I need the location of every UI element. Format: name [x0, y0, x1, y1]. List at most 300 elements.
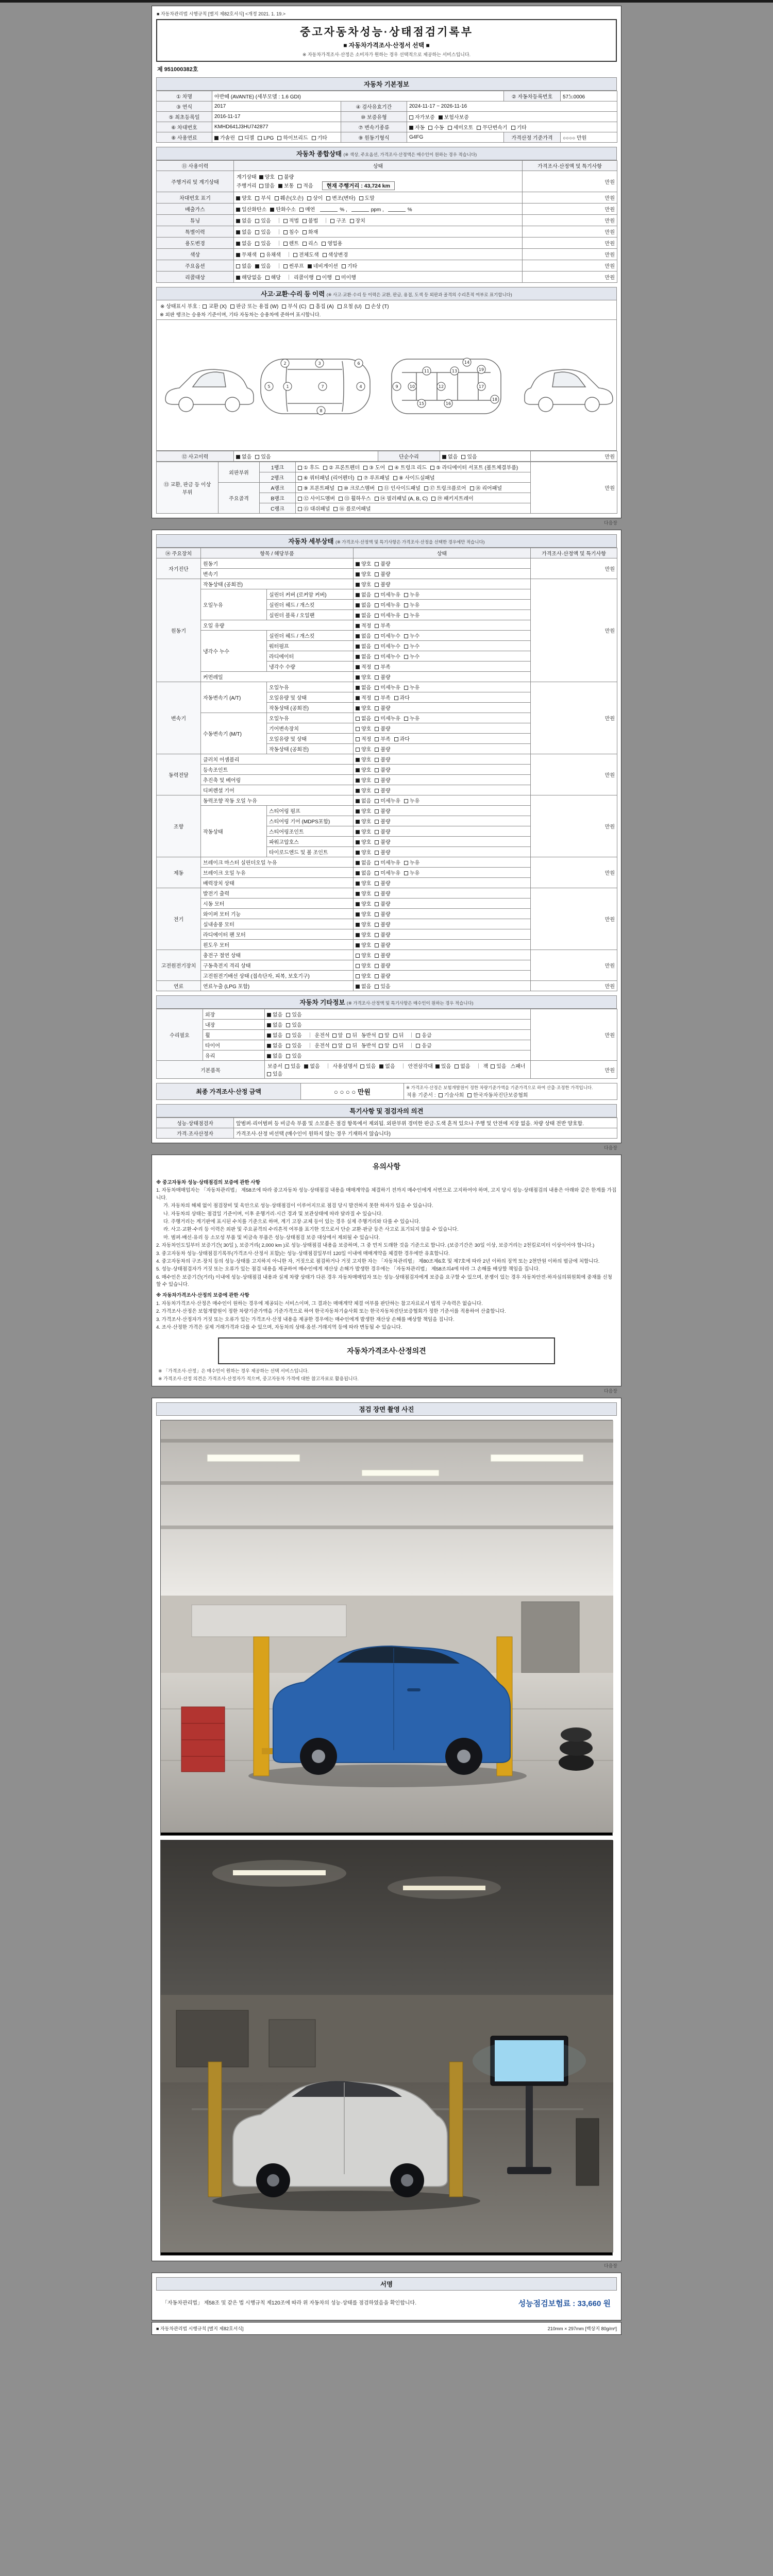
state-cell: [354, 960, 531, 971]
checkbox-option: 리스: [303, 239, 318, 247]
checkbox-icon: [375, 645, 379, 649]
checkbox-option: 누수: [404, 652, 419, 660]
checkbox-option: 자가보증: [409, 113, 435, 121]
checkbox-option: 불량: [375, 580, 390, 588]
checkbox-option: 불량: [375, 570, 390, 578]
checkbox-option: 미세누유: [375, 869, 400, 876]
checkbox-option: ⑭ 필러패널 (A, B, C): [375, 494, 428, 502]
checkbox-icon: [356, 614, 360, 618]
checkbox-icon: [330, 219, 334, 223]
field-value: 2024-11-17 ~ 2026-11-16: [407, 101, 617, 112]
checkbox-icon: [283, 219, 288, 223]
item-cell: B랭크: [260, 493, 296, 503]
table-row: [157, 91, 617, 101]
checkbox-icon: [286, 1023, 290, 1027]
table-row: [157, 1061, 617, 1079]
checkbox-option: 양호: [356, 941, 371, 948]
price-cell: 만원: [531, 462, 617, 514]
column-header: 상태: [234, 161, 523, 171]
checkbox-icon: [356, 655, 360, 659]
field-value: G4FG: [407, 132, 504, 143]
item-cell: 원동기: [157, 579, 201, 682]
checkbox-icon: [375, 985, 379, 989]
item-cell: 조향: [157, 795, 201, 857]
checkbox-option: 이행: [316, 273, 332, 281]
checkbox-icon: [375, 974, 379, 978]
checkbox-icon: [358, 476, 362, 480]
checkbox-option: 있음: [286, 1041, 301, 1049]
checkbox-icon: [375, 943, 379, 947]
checkbox-icon: [375, 871, 379, 875]
checkbox-option: 양호: [356, 930, 371, 938]
checkbox-icon: [375, 727, 379, 731]
field-label: ⑦ 변속기종류: [341, 122, 407, 132]
checkbox-option: 무단변속기: [477, 123, 507, 131]
checkbox-icon: [356, 799, 360, 803]
checkbox-option: 양호: [356, 848, 371, 856]
table-row: [157, 451, 617, 462]
inspector-role: 가격·조사산정자: [157, 1128, 234, 1139]
price-cell: 만원: [531, 1061, 617, 1079]
checkbox-icon: [293, 253, 297, 257]
checkbox-icon: [267, 1013, 271, 1017]
item-cell: 시동 모터: [201, 899, 354, 909]
checkbox-icon: [356, 840, 360, 844]
item-cell: 타이어: [203, 1040, 265, 1050]
checkbox-icon: [267, 1044, 271, 1048]
price-cell: 만원: [531, 950, 617, 981]
checkbox-icon: [303, 230, 307, 234]
checkbox-icon: [378, 486, 382, 490]
checkbox-option: 없음: [356, 982, 371, 990]
column-header: ⑪ 사용이력: [157, 161, 234, 171]
checkbox-icon: [278, 175, 282, 179]
checkbox-icon: [375, 706, 379, 710]
item-cell: 충전구 절연 상태: [201, 950, 354, 960]
state-cell: [265, 1061, 531, 1079]
checkbox-icon: [375, 675, 379, 680]
state-cell: [296, 483, 531, 493]
column-header: 상태: [354, 548, 531, 558]
checkbox-option: 있음: [491, 1062, 506, 1070]
checkbox-icon: [323, 466, 327, 470]
checkbox-icon: [356, 696, 360, 700]
state-cell: [354, 919, 531, 929]
checkbox-option: 앞: [379, 1041, 390, 1049]
checkbox-icon: [356, 603, 360, 607]
item-cell: 워터펌프: [267, 641, 354, 651]
checkbox-option: 부족: [375, 663, 390, 670]
inline-label: 보증서: [267, 1064, 282, 1070]
document-page: [152, 6, 621, 2335]
checkbox-option: 양호: [356, 972, 371, 979]
checkbox-option: 없음: [356, 796, 371, 804]
checkbox-icon: [332, 1033, 337, 1038]
item-cell: 전기: [157, 888, 201, 950]
accident-parts-table: [156, 462, 617, 514]
inline-label: % ,: [340, 207, 347, 213]
checkbox-option: 있음: [375, 982, 390, 990]
checkbox-icon: [286, 1013, 290, 1017]
svg-text:7: 7: [321, 384, 324, 389]
checkbox-option: 일산화탄소: [236, 205, 266, 213]
state-cell: [296, 493, 531, 503]
photo-section: [152, 1398, 621, 2261]
divider: [403, 1063, 404, 1069]
checkbox-option: 누유: [404, 869, 419, 876]
inline-label: ※ 상태표시 부호 :: [160, 304, 200, 310]
inline-label: 계기상태: [237, 175, 257, 180]
price-opinion-box: 자동차가격조사·산정의견: [218, 1337, 555, 1364]
basic-info-table: [156, 91, 617, 143]
car-diagram-svg: [159, 322, 619, 446]
checkbox-option: 있음: [360, 1062, 376, 1070]
item-cell: 브레이크 마스터 실린더오일 누유: [201, 857, 354, 868]
checkbox-icon: [356, 706, 360, 710]
checkbox-option: 도말: [359, 194, 375, 201]
checkbox-option: 뒤: [393, 1041, 404, 1049]
inspector-comment: 가격조사·산정 비선택 (매수인이 원하지 않는 경우 기재하지 않습니다): [234, 1128, 617, 1139]
state-cell: [354, 940, 531, 950]
checkbox-icon: [393, 1033, 397, 1038]
checkbox-option: 없음: [356, 642, 371, 650]
checkbox-option: 부식 (C): [282, 302, 306, 310]
signature-section: [152, 2273, 621, 2320]
item-cell: 디퍼렌셜 기어: [201, 785, 354, 795]
item-cell: 동력조향 작동 오일 누유: [201, 795, 354, 806]
item-cell: 등속조인트: [201, 765, 354, 775]
notice-line: 1. 자동차매매업자는 「자동차관리법」 제58조에 따라 중고자동차 성능·상태점검 내용을 매매계약을 체결하기 전까지 매수인에게 서면으로 고지하여야 하며, 고지 당시 성능·상태점검의 내용은 아래와 같은 한계를 가집니다.: [156, 1188, 617, 1201]
column-header: 가격조사·산정액 및 특기사항: [531, 548, 617, 558]
checkbox-icon: [258, 136, 262, 140]
state-cell: [354, 868, 531, 878]
checkbox-option: 양호: [356, 889, 371, 897]
final-price-standards: [406, 1091, 615, 1098]
checkbox-icon: [356, 851, 360, 855]
checkbox-icon: [375, 809, 379, 814]
checkbox-option: ⑩ 크로스멤버: [338, 484, 375, 492]
checkbox-icon: [282, 304, 286, 309]
item-cell: 기본품목: [157, 1061, 265, 1079]
car-body-diagram: [156, 320, 617, 451]
checkbox-option: 없음: [442, 452, 458, 460]
checkbox-option: 네비게이션: [308, 262, 338, 269]
checkbox-option: 불량: [375, 786, 390, 794]
notice-line: 다. 주행거리는 계기판에 표시된 수치를 기준으로 하며, 계기 고장·교체 등이 있는 경우 실제 주행거리와 다를 수 있습니다.: [163, 1218, 421, 1225]
checkbox-option: 양호: [356, 807, 371, 815]
item-cell: 원동기: [201, 558, 354, 569]
checkbox-icon: [203, 304, 207, 309]
checkbox-icon: [379, 1044, 383, 1048]
svg-text:11: 11: [424, 369, 430, 374]
checkbox-icon: [299, 208, 304, 212]
checkbox-icon: [431, 497, 435, 501]
state-cell: [296, 503, 531, 514]
checkbox-option: 적정: [356, 621, 371, 629]
next-page-marker: 다음장: [603, 520, 617, 526]
checkbox-option: 렌트: [283, 239, 299, 247]
checkbox-icon: [356, 686, 360, 690]
checkbox-icon: [356, 943, 360, 947]
footer-paper-spec: 210mm × 297mm [백상지 80g/m²]: [547, 2326, 617, 2332]
checkbox-icon: [404, 645, 408, 649]
next-page-marker: 다음장: [603, 1145, 617, 1150]
row-label: 차대번호 표기: [157, 192, 234, 204]
section-accident-title: 사고·교환·수리 등 이력 (※ 사고·교환·수리 등 이력은 교환, 판금, 용접, 도색 등 외판과 골격의 수리흔적 여부로 표기합니다): [156, 287, 617, 300]
row-label: 용도변경: [157, 238, 234, 249]
state-cell: [234, 260, 523, 272]
item-cell: 라디에이터: [267, 651, 354, 662]
checkbox-option: 없음: [267, 1031, 282, 1039]
checkbox-option: 교환 (X): [203, 302, 226, 310]
section-etc-title: 자동차 기타정보 (※ 가격조사·산정액 및 특기사항은 매수인이 원하는 경우 적습니다): [156, 995, 617, 1009]
checkbox-option: 미세누유: [375, 590, 400, 598]
item-cell: 냉각수 누수: [201, 631, 267, 672]
checkbox-option: 양호: [356, 766, 371, 773]
checkbox-option: 불량: [375, 961, 390, 969]
table-row: [157, 981, 617, 991]
checkbox-icon: [356, 912, 360, 917]
table-row: [157, 754, 617, 765]
state-cell: [354, 981, 531, 991]
row-label: 단순수리: [378, 451, 440, 462]
notice-line: 4. 조사·산정한 가격은 실제 거래가격과 다를 수 있으며, 자동차의 상태·옵션·거래지역 등에 따라 변동될 수 있습니다.: [156, 1325, 402, 1331]
checkbox-icon: [356, 758, 360, 762]
checkbox-icon: [356, 727, 360, 731]
checkbox-option: 불량: [375, 755, 390, 763]
inline-label: 운전석: [314, 1033, 330, 1039]
checkbox-option: 침수: [283, 228, 299, 235]
field-label: ① 차명: [157, 91, 212, 101]
checkbox-option: 없음: [356, 632, 371, 639]
item-cell: 휠: [203, 1030, 265, 1040]
checkbox-icon: [467, 1093, 472, 1097]
notice-line: 2. 가격조사·산정은 보험개발원이 정한 차량기준가액을 기준가격으로 하여 한국자동차기술사회 또는 한국자동차진단보증협회가 정한 기준서를 적용하여 산출합니다.: [156, 1309, 506, 1315]
checkbox-icon: [404, 593, 408, 597]
checkbox-icon: [307, 196, 311, 200]
inline-label: 적용 기준서 :: [407, 1093, 436, 1098]
checkbox-icon: [461, 455, 465, 459]
checkbox-icon: [335, 276, 340, 280]
table-row: [157, 238, 617, 249]
state-cell: [354, 878, 531, 888]
checkbox-option: 있음: [255, 239, 271, 247]
state-cell: [354, 857, 531, 868]
checkbox-option: 양호: [356, 951, 371, 959]
state-cell: [354, 785, 531, 795]
checkbox-icon: [342, 264, 346, 268]
price-cell: 만원: [531, 888, 617, 950]
table-row: [157, 226, 617, 238]
item-cell: 오일유량 및 상태: [267, 734, 354, 744]
item-cell: 와이퍼 모터 기능: [201, 909, 354, 919]
checkbox-option: 미세누유: [375, 683, 400, 691]
top-border: [0, 0, 773, 3]
checkbox-option: ⑧ 사이드실패널: [393, 473, 435, 481]
svg-text:15: 15: [418, 401, 425, 406]
checkbox-option: 양호: [259, 173, 275, 180]
state-cell: [354, 631, 531, 641]
notice-line: 3. 중고자동차 성능·상태점검기록부(가격조사·산정서 포함)는 성능·상태점검일부터 120일 이내에 매매계약을 체결한 경우에만 유효합니다.: [156, 1250, 450, 1257]
checkbox-option: 양호: [356, 910, 371, 918]
checkbox-icon: [312, 136, 316, 140]
notice-line: 5. 성능·상태점검자가 거짓 또는 오류가 있는 점검 내용을 제공하여 매수인에게 재산상 손해가 발생한 경우에는 「자동차관리법」 제58조의4에 따라 그 손해를 배상할 책임을 집니다.: [156, 1266, 540, 1273]
state-cell: [354, 713, 531, 723]
field-label: ⑩ 보증유형: [341, 112, 407, 122]
notice-section: [152, 1155, 621, 1386]
price-cell: 만원: [531, 1009, 617, 1061]
checkbox-icon: [375, 737, 379, 741]
section-photos-title: 점검 장면 촬영 사진: [156, 1402, 617, 1416]
checkbox-icon: [375, 497, 379, 501]
checkbox-icon: [375, 696, 379, 700]
price-cell: 만원: [523, 215, 617, 226]
checkbox-icon: [270, 208, 274, 212]
checkbox-option: 불량: [375, 879, 390, 887]
checkbox-icon: [416, 1033, 420, 1038]
checkbox-option: 양호: [356, 920, 371, 928]
checkbox-option: 불량: [375, 910, 390, 918]
checkbox-icon: [356, 820, 360, 824]
checkbox-option: 세미오토: [448, 123, 474, 131]
item-cell: 1랭크: [260, 462, 296, 472]
checkbox-option: 적음: [297, 181, 313, 189]
blank-line: [320, 207, 338, 212]
table-row: [157, 171, 617, 192]
checkbox-option: 양호: [356, 560, 371, 567]
state-cell: [265, 1040, 531, 1050]
checkbox-icon: [375, 655, 379, 659]
item-cell: 스티어링 펌프: [267, 806, 354, 816]
checkbox-icon: [346, 1044, 350, 1048]
state-mark-legend: [160, 302, 613, 310]
row-label: 특별이력: [157, 226, 234, 238]
checkbox-option: 불량: [375, 673, 390, 681]
checkbox-option: 없음: [356, 683, 371, 691]
checkbox-icon: [267, 1033, 271, 1038]
checkbox-icon: [375, 830, 379, 834]
checkbox-option: 없음: [236, 452, 251, 460]
checkbox-icon: [283, 242, 288, 246]
checkbox-icon: [375, 634, 379, 638]
checkbox-icon: [275, 196, 279, 200]
checkbox-option: ⑨ 프론트패널: [298, 484, 334, 492]
checkbox-option: 장치: [350, 216, 365, 224]
state-cell: [354, 620, 531, 631]
state-cell: [354, 837, 531, 847]
state-cell: [234, 451, 378, 462]
state-cell: [354, 692, 531, 703]
item-cell: 오일누유: [267, 682, 354, 692]
divider: [411, 1043, 412, 1048]
item-cell: 실내송풍 모터: [201, 919, 354, 929]
checkbox-option: ⑲ 패키지트레이: [431, 494, 474, 502]
checkbox-option: 있음: [255, 216, 271, 224]
checkbox-icon: [404, 717, 408, 721]
item-cell: 작동상태 (공회전): [201, 579, 354, 589]
checkbox-icon: [356, 624, 360, 628]
state-cell: [354, 929, 531, 940]
checkbox-icon: [236, 208, 240, 212]
checkbox-option: 양호: [356, 673, 371, 681]
checkbox-option: ② 프론트펜더: [323, 463, 360, 471]
item-cell: 수동변속기 (M/T): [201, 713, 267, 754]
checkbox-option: 불량: [375, 900, 390, 907]
checkbox-option: 탄화수소: [270, 205, 296, 213]
state-cell: [265, 1030, 531, 1040]
checkbox-icon: [356, 645, 360, 649]
checkbox-icon: [356, 593, 360, 597]
checkbox-icon: [356, 871, 360, 875]
checkbox-option: 해당: [265, 273, 281, 281]
checkbox-option: 앞: [332, 1041, 343, 1049]
state-cell: [354, 558, 531, 569]
notice-line: 4. 중고자동차의 구조·장치 등의 성능·상태를 고지하지 아니한 자, 거짓으로 점검하거나 거짓 고지한 자는 「자동차관리법」 제80조제6호 및 제7호에 따라 2년 이하의 징역 또는 2천만원 이하의 벌금에 처합니다.: [156, 1258, 600, 1264]
checkbox-icon: [356, 675, 360, 680]
svg-text:3: 3: [318, 361, 321, 366]
checkbox-icon: [259, 175, 263, 179]
state-cell: [354, 744, 531, 754]
notice-line: 마. 범퍼·배선·유리 등 소모성 부품 및 비금속 부품은 성능·상태점검 보증 대상에서 제외될 수 있습니다.: [163, 1234, 380, 1241]
column-header: 항목 / 해당부품: [201, 548, 354, 558]
checkbox-icon: [375, 562, 379, 566]
checkbox-option: 적정: [356, 663, 371, 670]
checkbox-option: 한국자동차진단보증협회: [467, 1091, 528, 1098]
checkbox-icon: [393, 476, 397, 480]
checkbox-option: 미이행: [335, 273, 356, 281]
checkbox-icon: [375, 789, 379, 793]
item-cell: 연료: [157, 981, 201, 991]
field-label: ⑧ 사용연료: [157, 132, 212, 143]
notice-line: 나. 자동차의 상태는 점검일 기준이며, 이후 운행거리·시간 경과 및 보관상태에 따라 달라질 수 있습니다.: [163, 1211, 383, 1217]
checkbox-option: 기타: [511, 123, 527, 131]
inspector-role: 성능·상태점검자: [157, 1118, 234, 1128]
checkbox-icon: [356, 923, 360, 927]
checkbox-icon: [277, 136, 281, 140]
state-cell: [354, 806, 531, 816]
row-label: 리콜대상: [157, 272, 234, 283]
checkbox-icon: [286, 1054, 290, 1058]
checkbox-option: 색상변경: [323, 250, 348, 258]
checkbox-option: 양호: [356, 704, 371, 711]
checkbox-icon: [338, 486, 342, 490]
checkbox-icon: [308, 264, 312, 268]
overall-state-table: [156, 160, 617, 283]
checkbox-icon: [375, 902, 379, 906]
state-cell: [234, 272, 523, 283]
checkbox-option: 불량: [375, 972, 390, 979]
checkbox-option: 적정: [356, 735, 371, 742]
checkbox-option: 무채색: [236, 250, 257, 258]
section-remarks-title: 특기사항 및 점검자의 의견: [156, 1104, 617, 1117]
checkbox-option: 손상 (T): [365, 302, 389, 310]
blank-line: [351, 207, 369, 212]
checkbox-option: 훼손(오손): [275, 194, 304, 201]
checkbox-option: 없음: [267, 1010, 282, 1018]
checkbox-icon: [356, 778, 360, 783]
etc-info-table: [156, 1009, 617, 1079]
item-cell: ⑬ 교환, 판금 등 이상 부위: [157, 462, 219, 514]
checkbox-icon: [375, 583, 379, 587]
checkbox-option: 누유: [404, 714, 419, 722]
price-opinion-note-1: ※ 「가격조사·산정」은 매수인이 원하는 경우 제공하는 선택 서비스입니다.: [158, 1368, 309, 1374]
checkbox-option: 없음: [267, 1041, 282, 1049]
checkbox-icon: [255, 455, 259, 459]
state-cell: [354, 600, 531, 610]
field-label: ④ 검사유효기간: [341, 101, 407, 112]
state-cell: [354, 847, 531, 857]
checkbox-option: 양호: [356, 817, 371, 825]
